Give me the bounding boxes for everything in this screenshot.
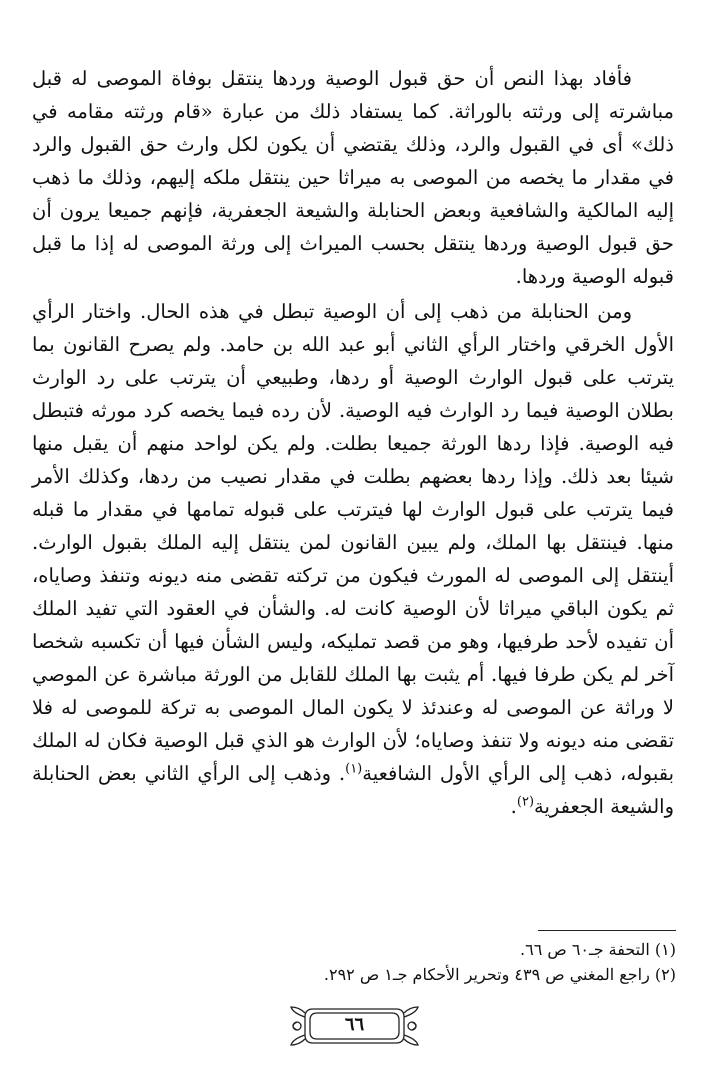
footnote-reference: (٢) [516,794,535,810]
footnote-divider [538,930,676,931]
paragraph-text: . [510,795,517,818]
footnote: (١) التحفة جـ٦٠ ص ٦٦. [520,940,676,959]
page-number: ٦٦ [344,1014,365,1035]
footnote-reference: (١) [345,761,363,777]
paragraph-text: ومن الحنابلة من ذهب إلى أن الوصية تبطل في هذه الحال. واختار الرأي الأول الخرقي واختار الرأي الثاني أبو عبد الله بن حامد. ولم يصرح القانون بما يترتب على قبول الوارث الوصية أو ردها، وطبيعي أن يترتب على رد الوارث بطلان الوصية فيما رد الوارث فيه الوصية. لأن رده فيما يخصه كرد مورثه فتبطل فيه الوصية. فإذا ردها الورثة جميعا بطلت. ولم يكن لواحد منهم أن يقبل منها شيئا بعد ذلك. وإذا ردها بعضهم بطلت في مقدار نصيب من ردها، وكذلك الأمر فيما يترتب على قبول الوارث لها فيترتب على قبوله تمامها في مقدار ما قبله منها. فينتقل بها الملك، ولم يبين القانون لمن ينتقل إليه الملك بقبول الوارث. أينتقل إلى الموصى له المورث فيكون من تركته تقضى منه ديونه وتنفذ وصاياه، ثم يكون الباقي ميراثا لأن الوصية كانت له. والشأن في العقود التي تفيد الملك أن تفيده لأحد طرفيها، وهو من قصد تمليكه، وليس الشأن فيها أن تكسبه شخصا آخر لم يكن طرفا فيها. أم يثبت بها الملك للقابل من الورثة مباشرة عن الموصي لا وراثة عن الموصى له وعندئذ لا يكون المال الموصى به تركة للموصى له فلا تقضى منه ديونه ولا تنفذ وصاياه؛ لأن الوارث هو الذي قبل الوصية فكان له الملك بقبوله، ذهب إلى الرأي الأول الشافعية [32,300,674,785]
footnotes [34,937,676,987]
main-text [32,62,674,823]
footnote: (٢) راجع المغني ص ٤٣٩ وتحرير الأحكام جـ١ ص ٢٩٢. [323,965,676,984]
page-number-ornament [283,1003,426,1049]
paragraph [32,295,674,823]
paragraph [32,62,674,293]
paragraph-text: فأفاد بهذا النص أن حق قبول الوصية وردها ينتقل بوفاة الموصى له قبل مباشرته إلى ورثته بالوراثة. كما يستفاد ذلك من عبارة «قام ورثته مقامه في ذلك» أى في القبول والرد، وذلك يقتضي أن يكون لكل وارث حق القبول والرد في مقدار ما يخصه من الموصى به ميراثا حين ينتقل ملكه إليهم، وذلك ما ذهب إليه المالكية والشافعية وبعض الحنابلة والشيعة الجعفرية، فإنهم جميعا يرون أن حق قبول الوصية وردها ينتقل بحسب الميراث إلى ورثة الموصى له إذا ما قبل قبوله الوصية وردها. [32,67,674,288]
paragraph-text: . وذهب إلى الرأي الثاني بعض الحنابلة والشيعة الجعفرية [32,762,674,818]
